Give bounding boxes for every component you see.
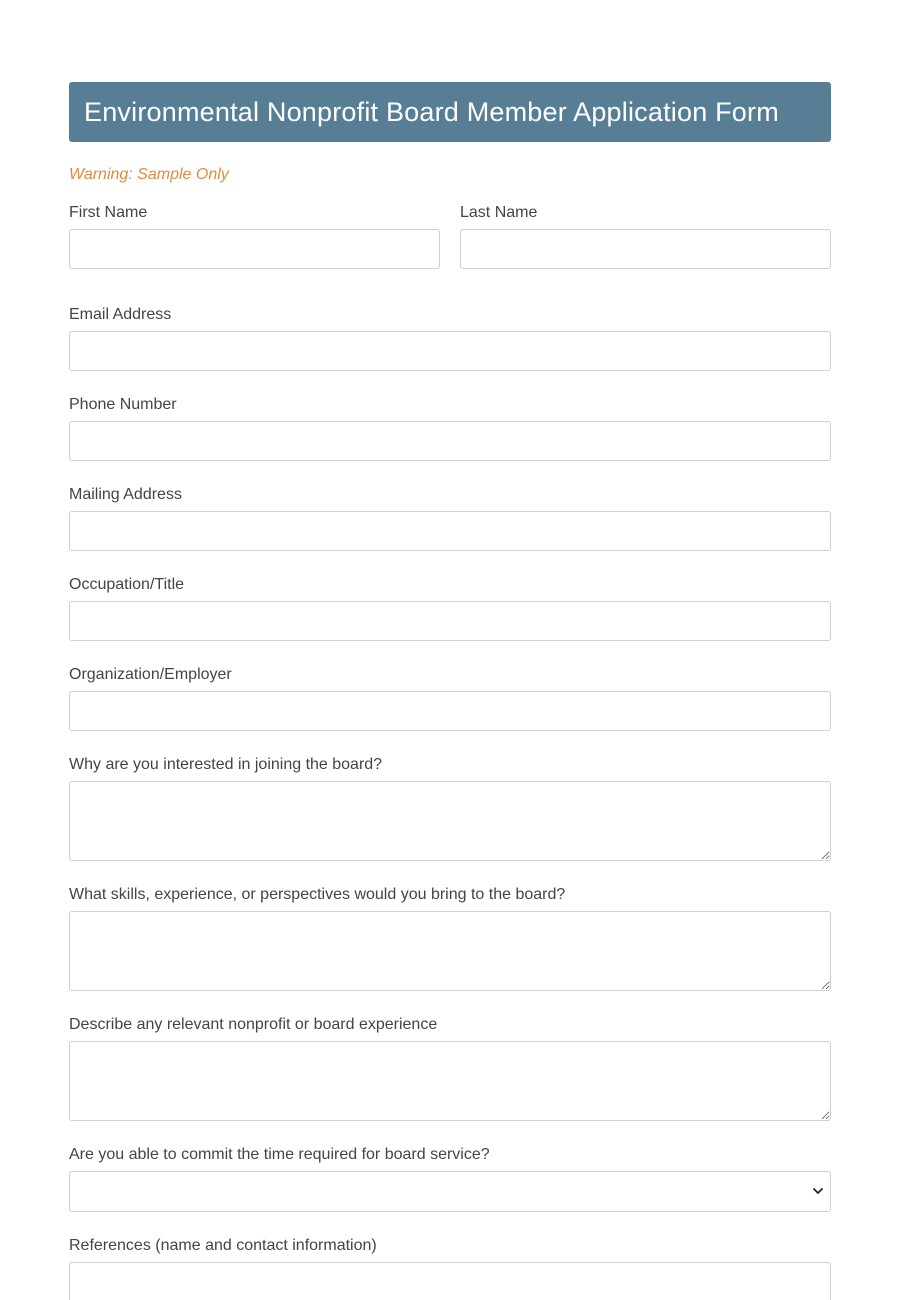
experience-group xyxy=(69,1015,831,1121)
organization-label: Organization/Employer xyxy=(69,666,232,683)
skills-textarea[interactable] xyxy=(69,911,831,991)
skills-label: What skills, experience, or perspectives would you bring to the board? xyxy=(69,886,566,903)
mailing-address-label: Mailing Address xyxy=(69,486,182,503)
occupation-label: Occupation/Title xyxy=(69,576,185,593)
email-group xyxy=(69,305,831,371)
name-row xyxy=(69,203,831,269)
interest-group xyxy=(69,755,831,861)
time-commitment-select[interactable] xyxy=(69,1171,831,1212)
phone-group xyxy=(69,395,831,461)
email-label: Email Address xyxy=(69,306,172,323)
first-name-group xyxy=(69,203,440,269)
last-name-group xyxy=(460,203,831,269)
experience-textarea[interactable] xyxy=(69,1041,831,1121)
chevron-down-icon xyxy=(812,1185,824,1197)
last-name-input[interactable] xyxy=(460,229,831,269)
references-label: References (name and contact information) xyxy=(69,1237,377,1254)
first-name-label: First Name xyxy=(69,204,148,221)
form-title: Environmental Nonprofit Board Member Application Form xyxy=(69,82,831,142)
first-name-input[interactable] xyxy=(69,229,440,269)
experience-label: Describe any relevant nonprofit or board experience xyxy=(69,1016,438,1033)
organization-input[interactable] xyxy=(69,691,831,731)
time-commitment-label: Are you able to commit the time required for board service? xyxy=(69,1146,490,1163)
references-group xyxy=(69,1236,831,1300)
occupation-group xyxy=(69,575,831,641)
phone-input[interactable] xyxy=(69,421,831,461)
last-name-label: Last Name xyxy=(460,204,538,221)
email-input[interactable] xyxy=(69,331,831,371)
interest-textarea[interactable] xyxy=(69,781,831,861)
mailing-address-input[interactable] xyxy=(69,511,831,551)
sample-warning: Warning: Sample Only xyxy=(69,166,229,183)
application-form xyxy=(69,82,831,1300)
time-commitment-group xyxy=(69,1145,831,1212)
interest-label: Why are you interested in joining the board? xyxy=(69,756,383,773)
occupation-input[interactable] xyxy=(69,601,831,641)
organization-group xyxy=(69,665,831,731)
phone-label: Phone Number xyxy=(69,396,177,413)
skills-group xyxy=(69,885,831,991)
mailing-address-group xyxy=(69,485,831,551)
references-textarea[interactable] xyxy=(69,1262,831,1300)
